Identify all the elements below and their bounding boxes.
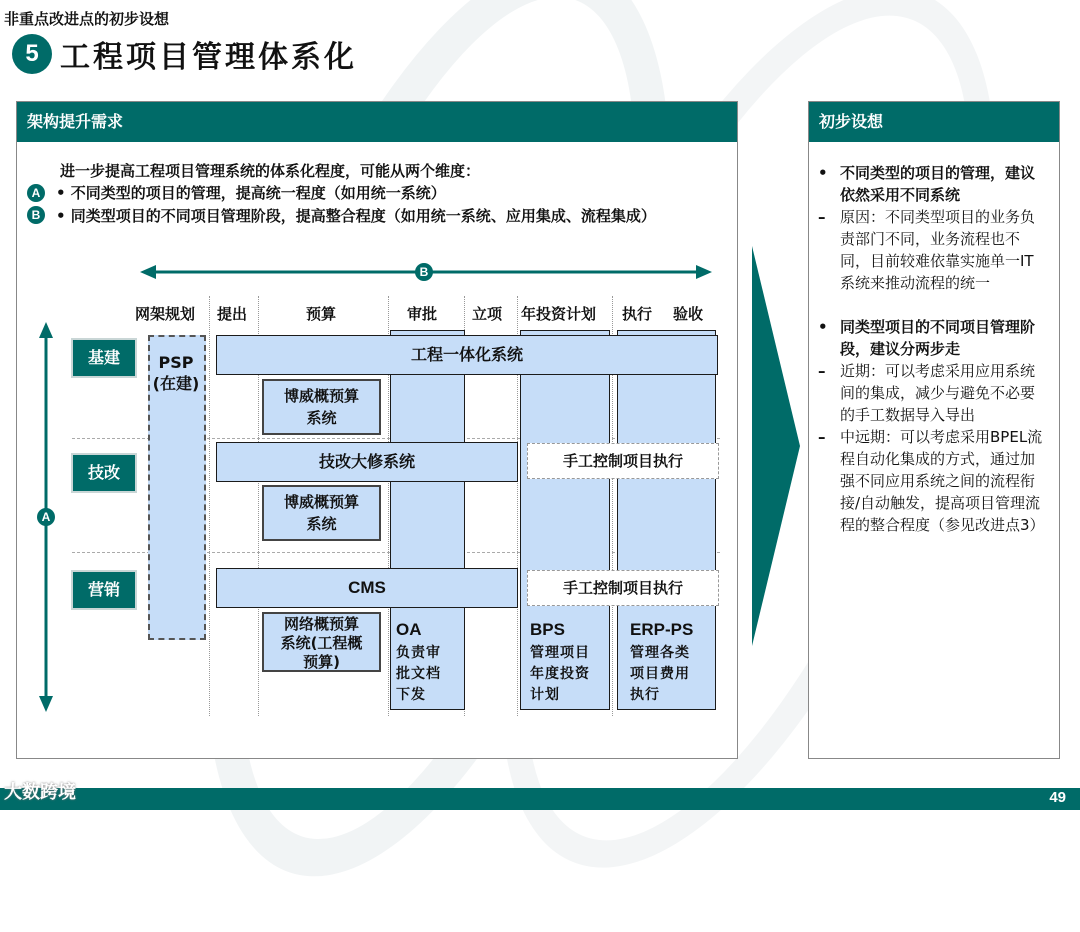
bullet-mark: • [818, 164, 828, 182]
manual-control-box: 手工控制项目执行 [527, 570, 719, 606]
list-item-text: 原因：不同类型项目的业务负责部门不同，业务流程也不同，目前较难依靠实施单一IT系统来推动流程的统一 [840, 208, 1036, 292]
cms-system-bar: CMS [216, 568, 518, 608]
preliminary-idea-list [818, 162, 1048, 536]
bps-description: 管理项目 年度投资 计划 [530, 645, 590, 703]
footer-bar [0, 788, 1080, 810]
list-item-text: 近期：可以考虑采用应用系统间的集成，减少与避免不必要的手工数据导入导出 [840, 362, 1036, 424]
oa-label: OA [396, 620, 422, 639]
list-item [818, 426, 1048, 536]
psp-label: PSP (在建) [152, 353, 200, 393]
bowei-budget-system-box: 博威概预算 系统 [262, 485, 381, 541]
dimension-b-text: • 同类型项目的不同项目管理阶段，提高整合程度（如用统一系统、应用集成、流程集成） [56, 207, 656, 225]
column-header: 立项 [472, 305, 503, 323]
requirements-panel-title: 架构提升需求 [17, 102, 737, 144]
network-budget-system-box: 网络概预算 系统(工程概 预算) [262, 612, 381, 672]
list-item [818, 206, 1048, 294]
badge-a: A [27, 184, 45, 202]
column-header: 验收 [673, 305, 704, 323]
arrow-a-badge: A [37, 508, 55, 526]
column-header: 执行 [622, 305, 653, 323]
intro-text: 进一步提高工程项目管理系统的体系化程度，可能从两个维度： [60, 162, 481, 180]
badge-b: B [27, 206, 45, 224]
category-tech-upgrade: 技改 [71, 453, 137, 493]
watermark: 大数跨境 [4, 782, 76, 803]
bowei-budget-system-box: 博威概预算 系统 [262, 379, 381, 435]
erp-ps-label: ERP-PS [630, 620, 694, 639]
list-item-text: 中远期：可以考虑采用BPEL流程自动化集成的方式，通过加强不同应用系统之间的流程衔接/自动触发，提高项目管理流程的整合程度（参见改进点3） [840, 428, 1045, 534]
column-header: 审批 [407, 305, 438, 323]
transition-chevron [752, 246, 802, 646]
category-infrastructure: 基建 [71, 338, 137, 378]
page-number: 49 [1049, 789, 1066, 806]
page-title: 工程项目管理体系化 [60, 40, 357, 75]
oa-description: 负责审 批文档 下发 [396, 645, 441, 703]
column-header: 提出 [217, 305, 248, 323]
dimension-a-text: • 不同类型的项目的管理，提高统一程度（如用统一系统） [56, 184, 446, 202]
list-item-text: 同类型项目的不同项目管理阶段，建议分两步走 [840, 318, 1036, 358]
list-item [818, 162, 1048, 206]
preliminary-idea-panel-title: 初步设想 [809, 102, 1059, 144]
dash-mark: – [818, 428, 826, 446]
erp-ps-description: 管理各类 项目费用 执行 [630, 645, 690, 703]
arrow-b-badge: B [415, 263, 433, 281]
list-item [818, 360, 1048, 426]
list-item-text: 不同类型的项目的管理，建议依然采用不同系统 [840, 164, 1036, 204]
list-item [818, 316, 1048, 360]
bullet-mark: • [818, 318, 828, 336]
column-divider [209, 296, 210, 716]
section-tag: 非重点改进点的初步设想 [4, 10, 170, 28]
engineering-integrated-system-bar: 工程一体化系统 [216, 335, 718, 375]
tech-overhaul-system-bar: 技改大修系统 [216, 442, 518, 482]
dash-mark: – [818, 208, 826, 226]
manual-control-box: 手工控制项目执行 [527, 443, 719, 479]
section-number-badge: 5 [12, 34, 52, 74]
category-marketing: 营销 [71, 570, 137, 610]
dash-mark: – [818, 362, 826, 380]
column-header: 年投资计划 [521, 305, 597, 323]
column-header: 预算 [306, 305, 337, 323]
bps-label: BPS [530, 620, 565, 639]
column-header: 网架规划 [135, 305, 196, 323]
